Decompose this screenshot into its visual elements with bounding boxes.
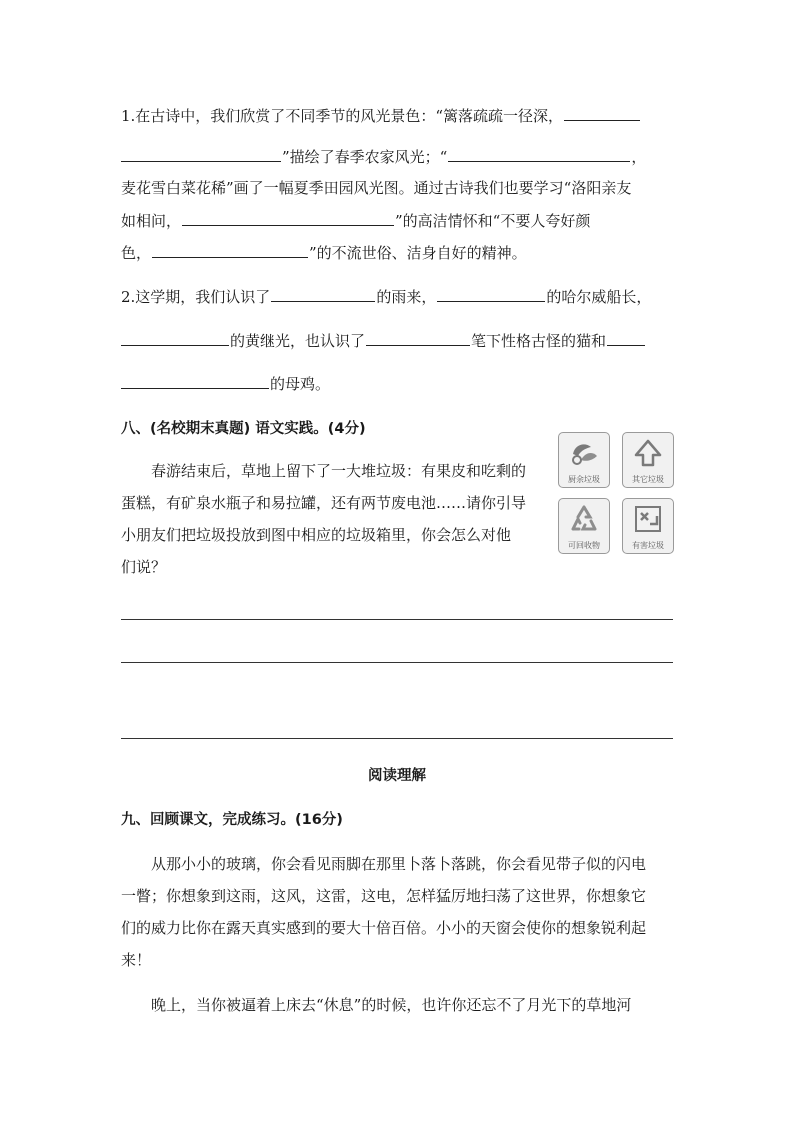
bin-label: 其它垃圾 <box>632 475 664 484</box>
recyclable-bin <box>558 498 610 554</box>
recycle-icon <box>567 504 601 534</box>
section-9-title: 九、回顾课文，完成练习。(16分) <box>121 812 343 828</box>
passage-line: 从那小小的玻璃，你会看见雨脚在那里卜落卜落跳，你会看见带子似的闪电 <box>151 855 647 873</box>
q1-line-3: 麦花雪白菜花稀”画了一幅夏季田园风光图。通过古诗我们也要学习“洛阳亲友 <box>121 179 632 197</box>
q1-line-1 <box>121 104 676 126</box>
answer-writing-line[interactable] <box>121 619 673 620</box>
bin-label: 厨余垃圾 <box>568 475 600 484</box>
bin-label: 有害垃圾 <box>632 541 664 550</box>
reading-section-title: 阅读理解 <box>368 768 426 784</box>
section-8-paragraph-line: 们说？ <box>121 558 167 576</box>
answer-blank[interactable] <box>121 329 229 346</box>
bin-label: 可回收物 <box>568 541 600 550</box>
passage-line: 来！ <box>121 951 152 969</box>
q1-line-2: ”描绘了春季农家风光；“ ， <box>121 145 676 167</box>
q2-line-3: 的母鸡。 <box>121 372 676 394</box>
answer-blank[interactable] <box>152 241 308 258</box>
answer-blank[interactable] <box>607 329 645 346</box>
answer-blank[interactable] <box>182 209 394 226</box>
section-8-title: 八、(名校期末真题) 语文实践。(4分) <box>121 421 366 437</box>
answer-writing-line[interactable] <box>121 738 673 739</box>
passage-line: 一瞥；你想象到这雨，这风，这雷，这电，怎样猛厉地扫荡了这世界，你想象它 <box>121 887 647 905</box>
kitchen-waste-bin <box>558 432 610 488</box>
q2-line-2: 的黄继光，也认识了 笔下性格古怪的猫和 <box>121 329 676 351</box>
answer-blank[interactable] <box>271 285 375 302</box>
answer-writing-line[interactable] <box>121 662 673 663</box>
answer-blank[interactable] <box>437 285 545 302</box>
answer-blank[interactable] <box>121 372 269 389</box>
answer-blank[interactable] <box>448 145 630 162</box>
q1-line-5: 色， ”的不流世俗、洁身自好的精神。 <box>121 241 676 263</box>
answer-blank[interactable] <box>564 104 640 121</box>
garbage-bin-illustration <box>558 432 676 556</box>
passage-line: 们的威力比你在露天真实感到的要大十倍百倍。小小的天窗会使你的想象锐利起 <box>121 919 647 937</box>
other-waste-icon <box>631 438 665 468</box>
q1-text: 1.在古诗中，我们欣赏了不同季节的风光景色：“篱落疏疏一径深， <box>121 107 563 125</box>
answer-blank[interactable] <box>121 145 281 162</box>
hazardous-waste-bin <box>622 498 674 554</box>
q1-line-4: 如相问， ”的高洁情怀和“不要人夸好颜 <box>121 209 676 231</box>
kitchen-waste-icon <box>567 438 601 468</box>
section-8-paragraph-line: 春游结束后，草地上留下了一大堆垃圾：有果皮和吃剩的 <box>151 462 527 480</box>
passage-line: 晚上，当你被逼着上床去“休息”的时候，也许你还忘不了月光下的草地河 <box>151 996 632 1014</box>
other-waste-bin <box>622 432 674 488</box>
section-8-paragraph-line: 小朋友们把垃圾投放到图中相应的垃圾箱里，你会怎么对他 <box>121 526 512 544</box>
q2-line-1: 2.这学期，我们认识了 的雨来， 的哈尔威船长， <box>121 285 676 307</box>
hazardous-waste-icon <box>631 504 665 534</box>
section-8-paragraph-line: 蛋糕，有矿泉水瓶子和易拉罐，还有两节废电池……请你引导 <box>121 494 527 512</box>
answer-blank[interactable] <box>366 329 470 346</box>
